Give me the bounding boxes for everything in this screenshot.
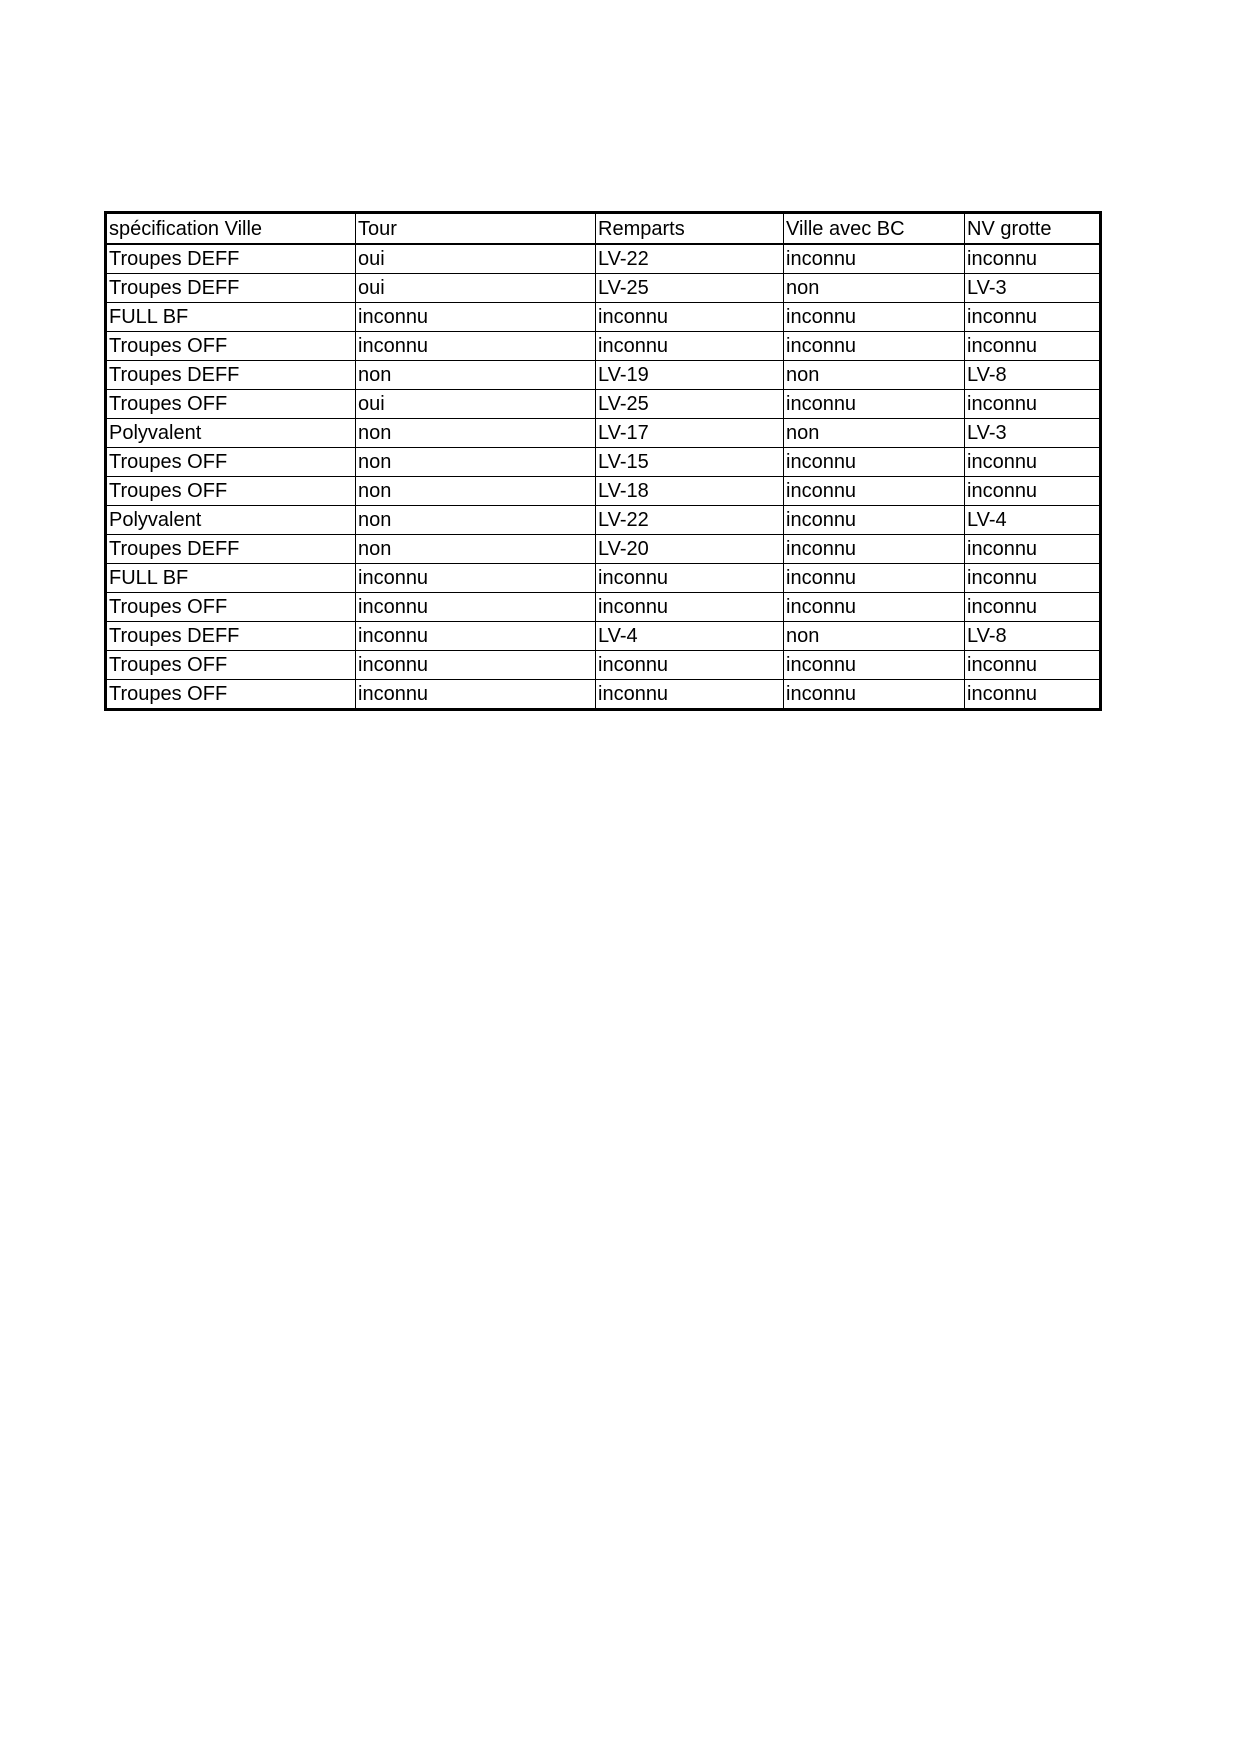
table-row bbox=[106, 244, 1101, 274]
table-cell: LV-17 bbox=[596, 419, 784, 448]
table-body bbox=[106, 244, 1101, 710]
table-row bbox=[106, 332, 1101, 361]
table-cell: non bbox=[784, 419, 965, 448]
table-cell: LV-22 bbox=[596, 244, 784, 274]
table-cell: non bbox=[356, 419, 596, 448]
table-cell: LV-4 bbox=[596, 622, 784, 651]
table-cell: Troupes OFF bbox=[106, 332, 356, 361]
table-row bbox=[106, 535, 1101, 564]
table-cell: LV-25 bbox=[596, 390, 784, 419]
table-cell: inconnu bbox=[965, 564, 1101, 593]
table-cell: LV-8 bbox=[965, 361, 1101, 390]
table-cell: LV-25 bbox=[596, 274, 784, 303]
table-cell: non bbox=[356, 535, 596, 564]
table-cell: FULL BF bbox=[106, 303, 356, 332]
table-row bbox=[106, 390, 1101, 419]
table-cell: Troupes OFF bbox=[106, 593, 356, 622]
header-cell: Remparts bbox=[596, 213, 784, 245]
table-cell: inconnu bbox=[784, 477, 965, 506]
table-cell: LV-15 bbox=[596, 448, 784, 477]
table-cell: LV-3 bbox=[965, 274, 1101, 303]
table-cell: inconnu bbox=[356, 622, 596, 651]
table-cell: inconnu bbox=[596, 564, 784, 593]
table-cell: inconnu bbox=[965, 651, 1101, 680]
table-cell: inconnu bbox=[356, 593, 596, 622]
table-cell: inconnu bbox=[784, 593, 965, 622]
table-cell: Troupes DEFF bbox=[106, 535, 356, 564]
table-row bbox=[106, 651, 1101, 680]
table-cell: inconnu bbox=[965, 477, 1101, 506]
table-cell: FULL BF bbox=[106, 564, 356, 593]
table-cell: inconnu bbox=[356, 303, 596, 332]
table-cell: Troupes DEFF bbox=[106, 244, 356, 274]
table-cell: Polyvalent bbox=[106, 506, 356, 535]
table-row bbox=[106, 564, 1101, 593]
city-spec-table bbox=[104, 211, 1102, 711]
table-cell: inconnu bbox=[596, 651, 784, 680]
header-row bbox=[106, 213, 1101, 245]
table-cell: inconnu bbox=[965, 244, 1101, 274]
table-cell: inconnu bbox=[965, 593, 1101, 622]
table-cell: inconnu bbox=[784, 332, 965, 361]
table-cell: LV-8 bbox=[965, 622, 1101, 651]
table-cell: Troupes OFF bbox=[106, 651, 356, 680]
table-cell: Troupes DEFF bbox=[106, 361, 356, 390]
table-cell: inconnu bbox=[596, 680, 784, 710]
header-cell: Tour bbox=[356, 213, 596, 245]
table-cell: inconnu bbox=[784, 390, 965, 419]
table-cell: LV-4 bbox=[965, 506, 1101, 535]
table-cell: inconnu bbox=[356, 332, 596, 361]
table-cell: inconnu bbox=[965, 680, 1101, 710]
table-row bbox=[106, 622, 1101, 651]
table-cell: inconnu bbox=[784, 564, 965, 593]
table-cell: inconnu bbox=[784, 303, 965, 332]
table-cell: inconnu bbox=[965, 390, 1101, 419]
table-cell: non bbox=[784, 622, 965, 651]
table-cell: inconnu bbox=[596, 303, 784, 332]
table-cell: non bbox=[356, 506, 596, 535]
table-cell: inconnu bbox=[965, 535, 1101, 564]
table-cell: inconnu bbox=[784, 448, 965, 477]
table-cell: inconnu bbox=[965, 303, 1101, 332]
table-cell: inconnu bbox=[784, 680, 965, 710]
table-cell: inconnu bbox=[965, 448, 1101, 477]
table-cell: Troupes OFF bbox=[106, 448, 356, 477]
table-cell: LV-22 bbox=[596, 506, 784, 535]
header-cell: Ville avec BC bbox=[784, 213, 965, 245]
header-cell: spécification Ville bbox=[106, 213, 356, 245]
table-cell: LV-3 bbox=[965, 419, 1101, 448]
table-cell: LV-20 bbox=[596, 535, 784, 564]
table-cell: non bbox=[356, 477, 596, 506]
table-cell: inconnu bbox=[596, 332, 784, 361]
table-cell: inconnu bbox=[784, 651, 965, 680]
table-cell: inconnu bbox=[356, 680, 596, 710]
table-cell: oui bbox=[356, 390, 596, 419]
table-row bbox=[106, 477, 1101, 506]
table-row bbox=[106, 361, 1101, 390]
table-cell: inconnu bbox=[784, 506, 965, 535]
table-row bbox=[106, 303, 1101, 332]
table-row bbox=[106, 593, 1101, 622]
table-cell: inconnu bbox=[356, 564, 596, 593]
spreadsheet-page bbox=[104, 211, 1099, 711]
table-cell: Polyvalent bbox=[106, 419, 356, 448]
table-cell: oui bbox=[356, 244, 596, 274]
table-row bbox=[106, 448, 1101, 477]
table-cell: oui bbox=[356, 274, 596, 303]
table-cell: inconnu bbox=[784, 244, 965, 274]
table-row bbox=[106, 506, 1101, 535]
table-cell: Troupes DEFF bbox=[106, 622, 356, 651]
table-cell: non bbox=[356, 448, 596, 477]
table-cell: inconnu bbox=[965, 332, 1101, 361]
table-cell: non bbox=[784, 274, 965, 303]
table-cell: inconnu bbox=[784, 535, 965, 564]
table-cell: LV-18 bbox=[596, 477, 784, 506]
table-row bbox=[106, 680, 1101, 710]
table-cell: inconnu bbox=[356, 651, 596, 680]
table-cell: non bbox=[784, 361, 965, 390]
table-row bbox=[106, 419, 1101, 448]
table-row bbox=[106, 274, 1101, 303]
table-cell: non bbox=[356, 361, 596, 390]
table-cell: Troupes OFF bbox=[106, 390, 356, 419]
table-cell: Troupes OFF bbox=[106, 477, 356, 506]
table-cell: Troupes OFF bbox=[106, 680, 356, 710]
table-cell: Troupes DEFF bbox=[106, 274, 356, 303]
table-cell: LV-19 bbox=[596, 361, 784, 390]
header-cell: NV grotte bbox=[965, 213, 1101, 245]
table-cell: inconnu bbox=[596, 593, 784, 622]
